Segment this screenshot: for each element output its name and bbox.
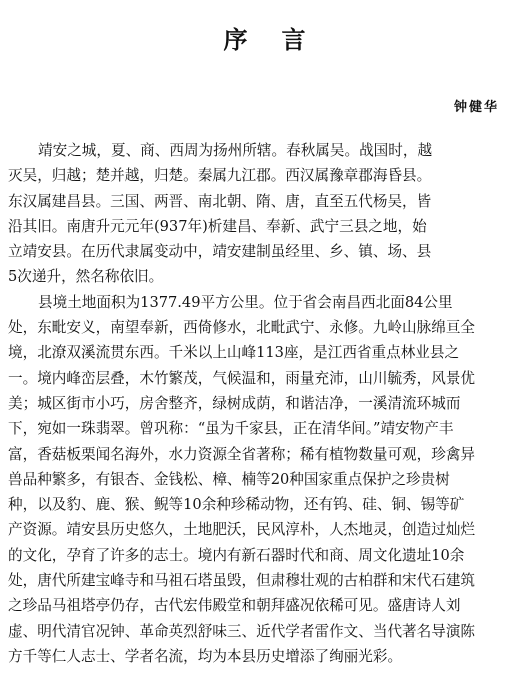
text-line: 美；城区街市小巧，房舍整齐，绿树成荫，和谐洁净，一溪清流环城而 [8, 394, 461, 412]
text-line: 县境土地面积为1377.49平方公里。位于省会南昌西北面84公里 [38, 293, 453, 311]
text-line: 5次递升，然名称依旧。 [8, 268, 164, 286]
text-line: 富，香菇板栗闻名海外，水力资源全省著称；稀有植物数量可观，珍禽异 [8, 445, 476, 463]
text-line: 靖安之城，夏、商、西周为扬州所辖。春秋属吴。战国时，越 [38, 142, 433, 159]
text-line: 种，以及豹、鹿、猴、鲵等10余种珍稀动物，还有钨、硅、铜、锡等矿 [8, 496, 465, 514]
text-line: 灭吴，归越；楚并越，归楚。秦属九江郡。西汉属豫章郡海昏县。 [8, 167, 432, 185]
text-line: 之珍品马祖塔亭仍存，古代宏伟殿堂和朝拜盛况依稀可见。盛唐诗人刘 [8, 597, 461, 615]
text-line: 处，东毗安义，南望奉新，西倚修水，北毗武宁、永修。九岭山脉绵亘全 [8, 319, 476, 337]
text-line: 产资源。靖安县历史悠久，土地肥沃，民风淳朴，人杰地灵，创造过灿烂 [8, 521, 476, 539]
paragraph-2 [8, 290, 522, 669]
paragraph-1 [8, 138, 522, 290]
text-line: 的文化，孕育了许多的志士。境内有新石器时代和商、周文化遗址10余 [8, 546, 465, 564]
text-line: 境，北潦双溪流贯东西。千米以上山峰113座，是江西省重点林业县之 [8, 344, 460, 362]
author-name: 钟健华 [453, 100, 499, 115]
text-line: 方千等仁人志士、学者名流，均为本县历史增添了绚丽光彩。 [8, 647, 403, 665]
text-line: 虚、明代清官况钟、革命英烈舒味三、近代学者雷作文、当代著名导演陈 [8, 622, 476, 640]
text-line: 东汉属建昌县。三国、两晋、南北朝、隋、唐，直至五代杨吴，皆 [8, 192, 432, 210]
text-line: 一。境内峰峦层叠，木竹繁茂，气候温和，雨量充沛，山川毓秀，风景优 [8, 369, 476, 387]
text-line: 下，宛如一珠翡翠。曾巩称：“虽为千家县，正在清华间。”靖安物产丰 [8, 420, 454, 438]
text-line: 沿其旧。南唐升元元年(937年)析建昌、奉新、武宁三县之地，始 [8, 217, 427, 235]
text-line: 处，唐代所建宝峰寺和马祖石塔虽毁，但肃穆壮观的古柏群和宋代石建筑 [8, 572, 476, 590]
text-line: 立靖安县。在历代隶属变动中，靖安建制虽经里、乡、镇、场、县 [8, 243, 432, 261]
page-title: 序言 [223, 25, 340, 54]
document-body [8, 138, 522, 669]
text-line: 兽品种繁多，有银杏、金钱松、樟、楠等20种国家重点保护之珍贵树 [8, 470, 450, 488]
